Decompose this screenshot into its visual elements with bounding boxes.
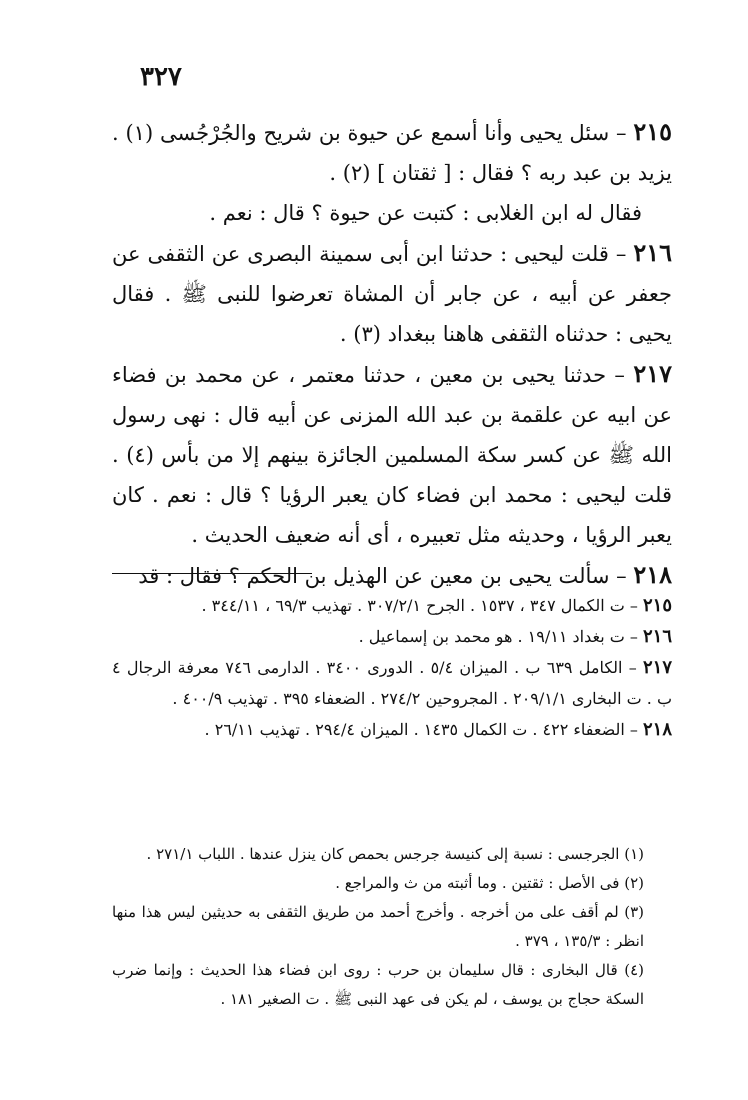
entry-text: – سألت يحيى بن معين عن الهذيل بن الحكم ؟ فقال : قد bbox=[138, 564, 634, 588]
entry-number: ٢١٧ bbox=[633, 359, 672, 388]
page-number: ٣٢٧ bbox=[140, 62, 182, 92]
footnote-1: (١) الجرجسى : نسبة إلى كنيسة جرجس بحمص كان ينزل عندها . اللباب ٢٧١/١ . bbox=[146, 845, 644, 863]
source-218 bbox=[112, 714, 672, 745]
source-text: – الكامل ٦٣٩ ب . الميزان ٥/٤ . الدورى ٣٤٠٠ . الدارمى ٧٤٦ معرفة الرجال ٤ ب . ت البخارى ٢٠٩/١/١ . المجروحين ٢٧٤/٢ . الضعفاء ٣٩٥ . تهذيب ٤٠٠/٩ . bbox=[112, 658, 672, 708]
entry-text: – قلت ليحيى : حدثنا ابن أبى سمينة البصرى عن الثقفى عن جعفر عن أبيه ، عن جابر أن المشاة تعرضوا للنبى ﷺ . فقال يحيى : حدثناه الثقفى هاهنا ببغداد (٣) . bbox=[112, 242, 672, 346]
entry-215 bbox=[112, 112, 672, 193]
footnote-3: (٣) لم أقف على من أخرجه . وأخرج أحمد من طريق الثقفى به حديثين ليس هذا منها انظر : ١٣٥/٣ ، ٣٧٩ . bbox=[112, 903, 644, 950]
source-number: ٢١٥ bbox=[642, 595, 672, 616]
source-216 bbox=[112, 621, 672, 652]
footnote-divider bbox=[112, 573, 312, 574]
footnote-2: (٢) فى الأصل : ثقتين . وما أثبته من ث والمراجع . bbox=[335, 874, 644, 892]
source-number: ٢١٦ bbox=[642, 626, 672, 647]
source-text: – الضعفاء ٤٢٢ . ت الكمال ١٤٣٥ . الميزان ٢٩٤/٤ . تهذيب ٢٦/١١ . bbox=[204, 720, 643, 739]
source-text: – ت الكمال ٣٤٧ ، ١٥٣٧ . الجرح ٣٠٧/٢/١ . تهذيب ٦٩/٣ ، ٣٤٤/١١ . bbox=[201, 596, 643, 615]
entry-number: ٢١٥ bbox=[633, 117, 672, 146]
footnote-4: (٤) قال البخارى : قال سليمان بن حرب : روى ابن فضاء هذا الحديث : وإنما ضرب السكة حجاج بن يوسف ، لم يكن فى عهد النبى ﷺ . ت الصغير ١٨١ . bbox=[112, 961, 644, 1008]
entry-number: ٢١٨ bbox=[633, 560, 672, 589]
footnotes bbox=[112, 840, 672, 1014]
source-text: – ت بغداد ١٩/١١ . هو محمد بن إسماعيل . bbox=[358, 627, 643, 646]
main-text bbox=[112, 112, 672, 596]
source-number: ٢١٨ bbox=[642, 719, 672, 740]
source-215 bbox=[112, 590, 672, 621]
entry-217 bbox=[112, 354, 672, 555]
source-references bbox=[112, 590, 672, 745]
entry-text: – سئل يحيى وأنا أسمع عن حيوة بن شريح والجُرْجُسى (١) . يزيد بن عبد ربه ؟ فقال : [ ثقتان ] (٢) . bbox=[112, 121, 672, 185]
entry-215-continuation: فقال له ابن الغلابى : كتبت عن حيوة ؟ قال : نعم . bbox=[209, 201, 642, 225]
entry-number: ٢١٦ bbox=[633, 238, 672, 267]
entry-text: – حدثنا يحيى بن معين ، حدثنا معتمر ، عن محمد بن فضاء عن ابيه عن علقمة بن عبد الله المزنى عن أبيه قال : نهى رسول الله ﷺ عن كسر سكة المسلمين الجائزة بينهم إلا من بأس (٤) . قلت ليحيى : محمد ابن فضاء كان يعبر الرؤيا ؟ قال : نعم . كان يعبر الرؤيا ، وحديثه مثل تعبيره ، أى أنه ضعيف الحديث . bbox=[112, 363, 673, 547]
source-217 bbox=[112, 652, 672, 714]
entry-216 bbox=[112, 233, 672, 354]
source-number: ٢١٧ bbox=[643, 657, 673, 678]
